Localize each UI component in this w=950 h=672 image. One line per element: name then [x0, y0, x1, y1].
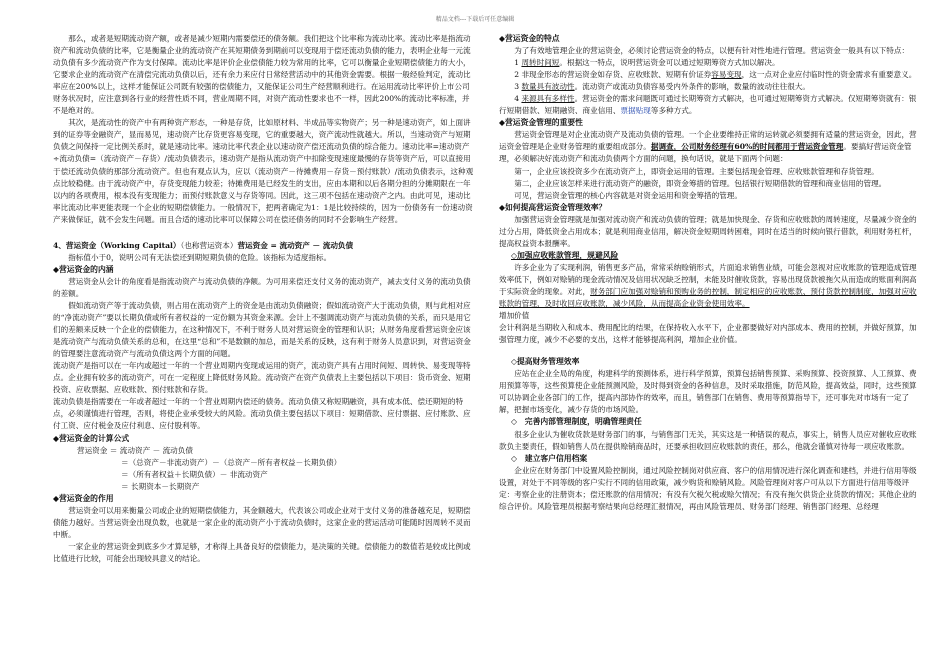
formula-line-3: ＝（所有者权益＋长期负债）－ 非流动资产: [121, 469, 268, 479]
paragraph-wc-meaning: 营运资金从会计的角度看是指流动资产与流动负债的净额。为可用来偿还支付义务的流动资产，减去支付义务的流动负债的差额。: [53, 276, 471, 298]
formula-line-4: ＝ 长期资本－长期资产: [121, 481, 200, 491]
feature-2-key: 容易变现: [711, 70, 742, 80]
wc-aka: （也称营运资本）: [180, 240, 238, 250]
feature-2-text-a: 非现金形态的营运资金如存货、应收账款、短期有价证券: [521, 70, 712, 80]
paragraph-current-assets: 流动资产是指可以在一年内或超过一年的一个营业周期内变现或运用的资产，流动资产具有占用时间短、周转快、易变现等特点。企业拥有较多的流动资产，可在一定程度上降低财务风险。流动资产在资产负债表上主要包括以下项目：货币资金、短期投资、应收票据、应收账款、预付账款和存货。: [53, 361, 471, 395]
formula-line-2: ＝（总资产－非流动资产）－（总资产－所有者权益－长期负债）: [121, 457, 342, 467]
importance-survey: 据调查，公司财务经理有60%的时间都用于营运资金管理: [650, 142, 844, 152]
feature-3-text: 。流动资产或流动负债容易受内外条件的影响，数量的波动往往很大。: [574, 82, 810, 92]
paragraph-working-capital-title: [53, 240, 475, 252]
feature-1-text: 。根据这一特点，说明营运资金可以通过短期筹资方式加以解决。: [559, 58, 780, 68]
paragraph-efficiency: 加强营运资金管理就是加强对流动资产和流动负债的管理；就是加快现金、存货和应收账款的周转速度，尽量减少资金的过分占用，降低资金占用成本；就是利用商业信用，解决资金短期周转困难，同时在适当的时候向银行借款，利用财务杠杆，提高权益资本报酬率。: [499, 214, 917, 248]
paragraph-importance: [499, 129, 921, 165]
spacer: [53, 226, 475, 240]
feature-item-4: 4 来源具有多样性。营运资金的需求问题既可通过长期筹资方式解决，也可通过短期筹资方式解决。仅短期筹资就有：银行短期借款、短期融资、商业信用、票据贴现等多种方式。: [499, 94, 917, 116]
feature-item-1: 1 周转时间短。根据这一特点，说明营运资金可以通过短期筹资方式加以解决。: [514, 58, 780, 68]
heading-receivables: ◇加强应收账款管理，规避风险: [511, 250, 619, 260]
paragraph-receivables: [499, 262, 921, 310]
feature-4-text-a: 。营运资金的需求问题既可通过长期筹资方式解决，也可通过短期筹资方式解决。仅短期筹资就有：银行短期借款、短期融资、商业信用、: [499, 94, 917, 116]
paragraph-profit: 会计利润是当期收入和成本、费用配比的结果，在保持收入水平下，企业都要做好对内部成本、费用的控制，并做好预算，加强管理力度，减少不必要的支出，这样才能够提高利润，增加企业价值。: [499, 323, 917, 345]
feature-3-key: 数量具有波动性: [521, 82, 575, 92]
wc-heading: 4、营运资金（Working Capital）: [53, 240, 181, 250]
heading-wc-role: ◆营运资金的作用: [53, 493, 114, 503]
heading-efficiency: ◆如何提高营运资金管理效率？: [499, 202, 607, 212]
formula-line-1: 营运资金 ＝ 流动资产 － 流动负债: [77, 445, 193, 455]
paragraph-indicator-note: 指标值小于0，说明公司有无法偿还到期短期负债的危险。该指标为适度指标。: [68, 252, 332, 262]
receivables-text: 许多企业为了实现利润，销售更多产品，常常采纳赊销形式，片面追求销售业绩，可能会忽视对应收账款的管理造成管理效率低下，例如对赊销的现金流动情况及信用状况缺乏控制，未能及时催收货款，容易出现货款被拖欠从而造成的账面利润高于实际资金的现象。对此，: [499, 262, 917, 296]
left-column: [53, 33, 475, 659]
feature-4-key: 来源具有多样性: [521, 94, 575, 104]
paragraph-current-liabilities: 流动负债是指需要在一年或者超过一年的一个营业周期内偿还的债务。流动负债又称短期融资，具有成本低、偿还期短的特点，必须谨慎进行管理，否则，将使企业承受较大的风险。流动负债主要包括以下项目：短期借款、应付票据、应付账款、应付工资、应付税金及应付利息、应付股利等。: [53, 397, 471, 431]
paragraph-internal-control: 很多企业认为催收货款是财务部门的事，与销售部门无关，其实这是一种错误的观点，事实上，销售人员应对催收应收账款负主要责任，假如销售人员在提供赊销商品时，还要承担收回应收账款的责任，那么，他就会谨慎对待每一项应收账款。: [499, 429, 917, 451]
paragraph-question-1: 第一，企业应该投资多少在流动资产上，即资金运用的管理。主要包括现金管理、应收账款管理和存货管理。: [514, 166, 879, 176]
paragraph-add-value: 增加价值: [499, 311, 530, 321]
feature-item-3: 3 数量具有波动性。流动资产或流动负债容易受内外条件的影响，数量的波动往往很大。: [514, 82, 810, 92]
feature-4-text-b: 等多种方式。: [650, 106, 697, 116]
page-header: 精品文档---下载后可任意编辑: [435, 16, 515, 23]
paragraph-question-2: 第二，企业应该怎样来进行流动资产的融资，即资金筹措的管理。包括银行短期借款的管理和商业信用的管理。: [514, 178, 887, 188]
feature-2-text-b: ，这一点对企业应付临时性的资金需求有重要意义。: [741, 70, 917, 80]
heading-internal-control: ◇ 完善内部管理制度，明确管理责任: [511, 417, 642, 427]
paragraph-current-ratio: 那么，或者是短期流动资产额，或者是减少短期内需要偿还的债务额。我们把这个比率称为流动比率。流动比率是指流动资产和流动负债的比率，它是衡量企业的流动资产在其短期债务到期前可以变现用于偿还流动负债的能力，表明企业每一元流动负债有多少流动资产作为支付保障。流动比率是评价企业偿债能力较为常用的比率，它可以衡量企业短期偿债能力的大小，它要求企业的流动资产在清偿完流动负债以后，还有余力来应付日常经营活动中的其他资金需要。根据一般经验判定，流动比率应在200%以上，这样才能保证公司既有较强的偿债能力，又能保证公司生产经营顺利进行。在运用流动比率评价上市公司财务状况时，应注意到各行业的经营性质不同，营业周期不同，对资产流动性要求也不一样，因此200%的流动比率标准，并不是绝对的。: [53, 34, 471, 116]
heading-wc-meaning: ◆营运资金的内涵: [53, 264, 114, 274]
wc-formula: 营运资金 = 流动资产 － 流动负债: [237, 240, 354, 250]
paragraph-core: 可见，营运资金管理的核心内容就是对资金运用和资金筹措的管理。: [514, 190, 742, 200]
heading-credit-files: ◇ 建立客户信用档案: [511, 453, 588, 463]
formula-block: [53, 445, 475, 493]
heading-wc-features: ◆营运资金的特点: [499, 34, 560, 43]
bill-discount-link[interactable]: 票据贴现: [620, 106, 651, 116]
receivables-advice: 财务部门应加强对赊销和预购业务的控制，制定相应的应收账款、预付货款控制制度，加强对应收账款的管理，及时收回应收账款，减少风险，从而提高企业资金使用效率。: [499, 286, 917, 309]
paragraph-budget: 应站在企业全局的角度，构建科学的预测体系，进行科学预算，预算包括销售预算、采购预算、投资预算、人工预算、费用预算等等，这些预算使企业能预测风险，及时得到资金的各种信息，及时采取措施，防范风险，提高效益，同时，这些预算可以协调企业各部门的工作，提高内部协作的效率，而且，销售部门在销售、费用等预算指导下，还可事先对市场有一定了解，把握市场变化，减少存货的市场风险。: [499, 369, 917, 415]
importance-text-a: 营运资金管理是对企业流动资产及流动负债的管理。一个企业要维持正常的运转就必须要拥有适量的营运资金，因此，营运资金管理是企业财务管理的重要组成部分。: [499, 130, 917, 152]
heading-wc-importance: ◆营运资金管理的重要性: [499, 118, 583, 128]
feature-1-key: 周转时间短: [521, 58, 560, 68]
spacer: [499, 346, 921, 356]
heading-budget: ◇提高财务管理效率: [511, 357, 580, 367]
heading-wc-formula: ◆营运资金的计算公式: [53, 433, 130, 443]
paragraph-wc-role: 营运资金可以用来衡量公司或企业的短期偿债能力，其金额越大，代表该公司或企业对于支付义务的准备越充足，短期偿债能力越好。当营运资金出现负数，也就是一家企业的流动资产小于流动负债时，这家企业的营运活动可能随时因周转不灵而中断。: [53, 505, 471, 539]
paragraph-wc-balance: 假如流动资产等于流动负债，则占用在流动资产上的资金是由流动负债融资；假如流动资产大于流动负债，则与此相对应的“净流动资产”要以长期负债或所有者权益的一定份额为其资金来源。会计上不强调流动资产与流动负债的关系，而只是用它们的差额来反映一个企业的偿债能力，在这种情况下，不利于财务人员对营运资金的管理和认识；从财务角度看营运资金应该是流动资产与流动负债关系的总和，在这里“总和”不是数额的加总，而是关系的反映，这有利于财务人员意识到，对营运资金的管理要注意流动资产与流动负债这两个方面的问题。: [53, 300, 471, 359]
paragraph-quick-ratio: 其次，是流动性的资产中有两种资产形态，一种是存货，比如原材料、半成品等实物资产；另一种是速动资产，如上面讲到的证券等金融资产，显而易见，速动资产比存货更容易变现，它的重要越大，资产流动性就越大。所以，当速动资产与短期负债之间保持一定比例关系时，就是速动比率。速动比率代表企业以速动资产偿还流动负债的综合能力。速动比率=速动资产÷流动负债=（流动资产－存货）/流动负债表示，速动资产是指从流动资产中扣除变现速度最慢的存货等资产后，可以直接用于偿还流动负债的那部分流动资产。但也有观点认为，应以（流动资产－待摊费用－存货－预付账款）/流动负债表示，这种观点比较稳健。由于流动资产中，存货变现能力较差；待摊费用是已经发生的支出，应由本期和以后各期分担的分摊期限在一年以内的各项费用，根本没有变现能力；而预付账款意义与存货等同。因此，这三项不包括在速动资产之内。由此可见，速动比率比流动比率更能表现一个企业的短期偿债能力。一般情况下，把两者确定为1：1是比较持续的，因为一份债务有一份速动资产来做保证，就不会发生问题。而且合适的速动比率可以保障公司在偿还债务的同时不会影响生产经营。: [53, 118, 474, 224]
right-column: [499, 33, 921, 659]
paragraph-features-intro: 为了有效地管理企业的营运资金，必须讨论营运资金的特点，以便有针对性地进行管理。营运资金一般具有以下特点：: [514, 46, 910, 56]
paragraph-credit-files: 企业应在财务部门中设置风险控制岗，通过风险控制岗对供应商、客户的信用情况进行深化调查和建档，并进行信用等级设置，对处于不同等级的客户实行不同的信用政策，减少购货和赊销风险。风险管理岗对客户可从以下方面进行信用等级评定：考察企业的注册资本；偿还账款的信用情况；有没有欠税欠税或赊欠情况；有没有拖欠供货企业货款的情况；其他企业的综合评价。风险管理员根据考察结果向总经理汇报情况，再由风险管理员、财务部门经理、销售部门经理、总经理: [499, 465, 917, 511]
importance-text-b: 。要搞好营运资金管理，必须解决好流动资产和流动负债两个方面的问题，换句话说，就是下面两个问题：: [499, 142, 912, 164]
feature-item-2: 2 非现金形态的营运资金如存货、应收账款、短期有价证券容易变现，这一点对企业应付临时性的资金需求有重要意义。: [514, 70, 917, 80]
paragraph-wc-adequacy: 一家企业的营运资金到底多少才算足够，才称得上具备良好的偿债能力，是决策的关键。偿债能力的数值若是较成比例或比值进行比较，可能会出现较具意义的结论。: [53, 541, 471, 563]
